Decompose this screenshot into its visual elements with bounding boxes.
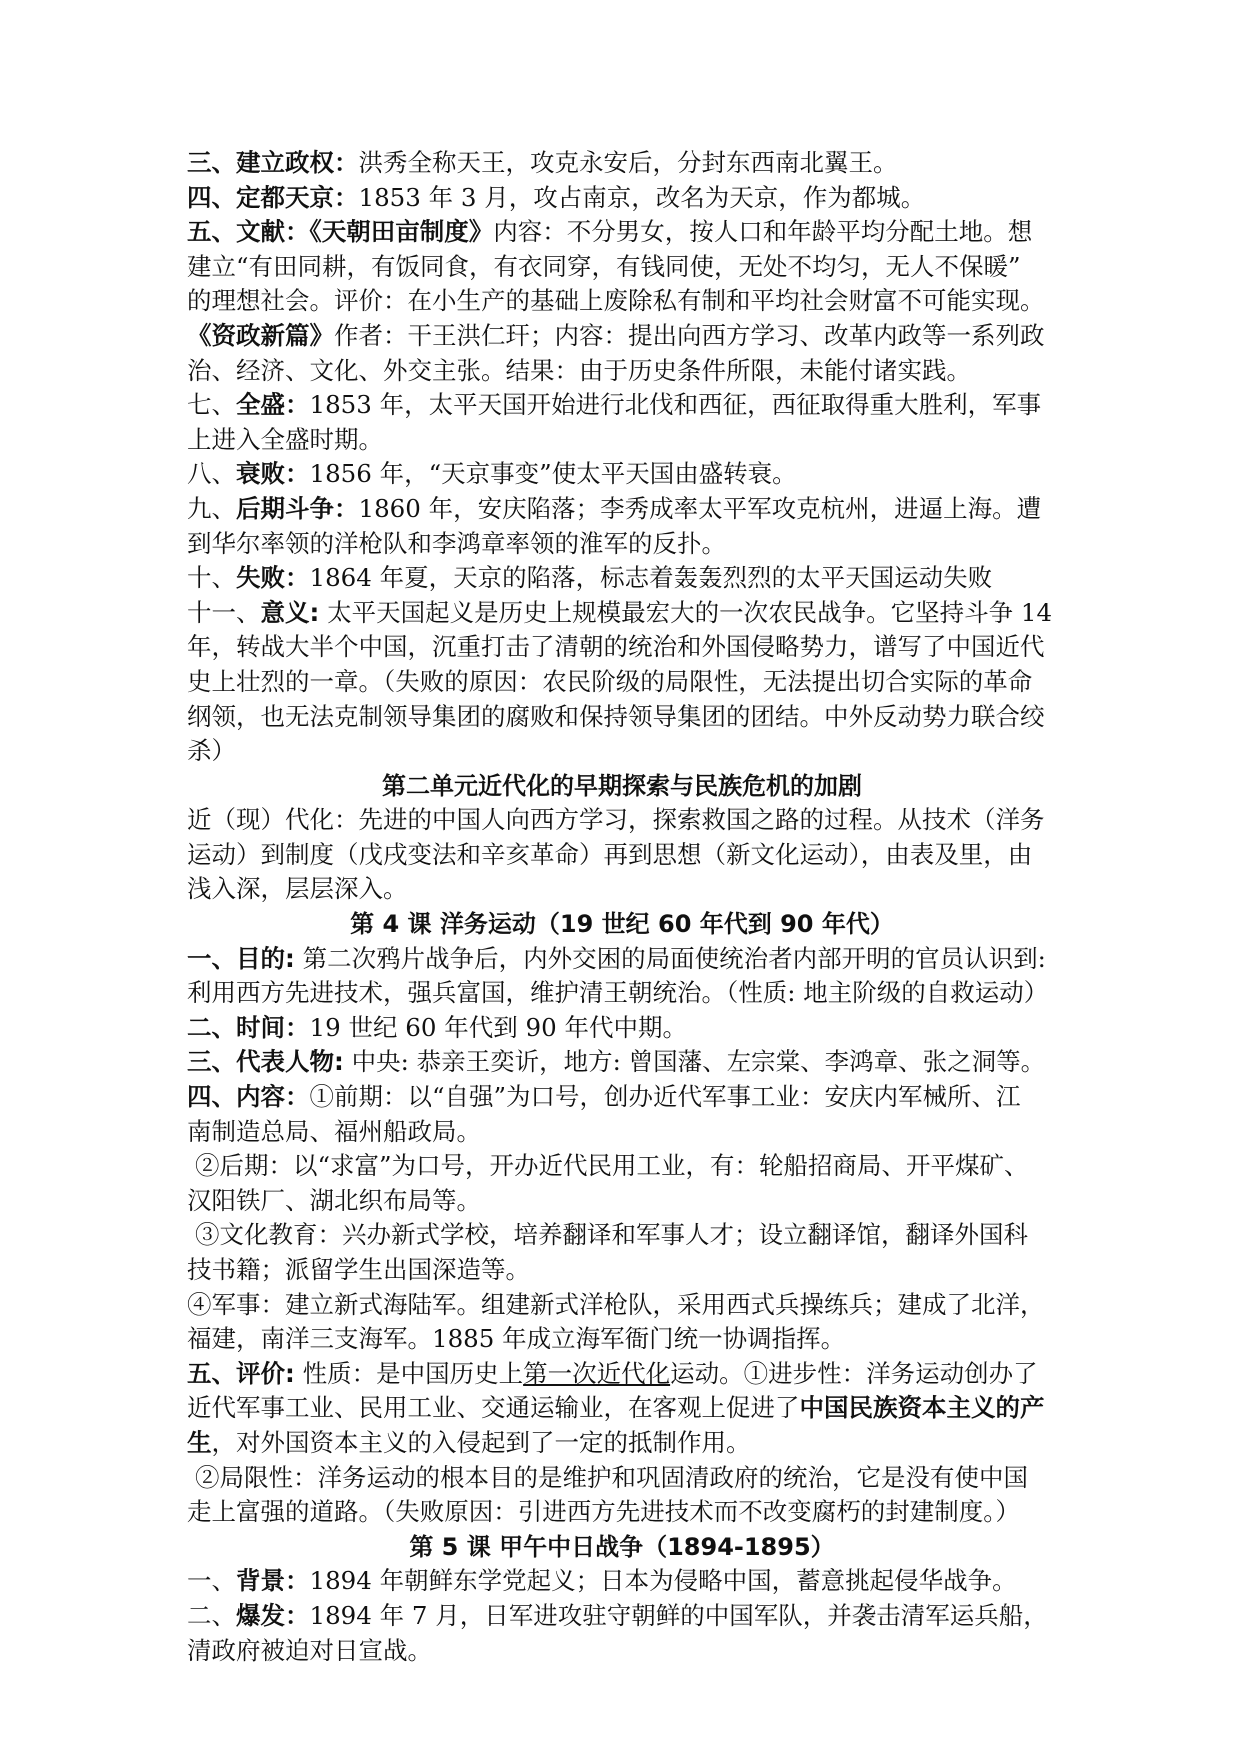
text-run: 技书籍；派留学生出国深造等。 <box>187 1255 530 1284</box>
text-line <box>187 1115 1057 1150</box>
document-body <box>187 146 1057 1668</box>
text-line <box>187 354 1057 389</box>
text-line <box>187 872 1057 907</box>
text-run: 上进入全盛时期。 <box>187 424 383 454</box>
text-line <box>187 1045 1057 1080</box>
text-run: 近代军事工业、民用工业、交通运输业，在客观上促进了 <box>187 1393 800 1423</box>
text-run: 建立“有田同耕，有饭同食，有衣同穿，有钱同使，无处不均匀，无人不保暖” <box>187 251 1021 281</box>
text-line <box>187 803 1057 838</box>
text-line <box>187 181 1057 216</box>
text-line <box>187 665 1057 700</box>
text-run: 洪秀全称天王，攻克永安后，分封东西南北翼王。 <box>358 148 898 177</box>
text-run: 到华尔率领的洋枪队和李鸿章率领的淮军的反扑。 <box>187 528 726 558</box>
text-run: 十、 <box>187 563 236 593</box>
text-line <box>187 1149 1057 1184</box>
text-run: 杀） <box>187 736 236 766</box>
text-line <box>187 1461 1057 1496</box>
text-run: 第二单元近代化的早期探索与民族危机的加剧 <box>382 771 862 800</box>
text-run: ②后期：以“求富”为口号，开办近代民用工业，有：轮船招商局、开平煤矿、 <box>195 1151 1029 1181</box>
text-run: 纲领，也无法克制领导集团的腐败和保持领导集团的团结。中外反动势力联合绞 <box>187 701 1045 731</box>
section-heading <box>187 1530 1057 1565</box>
text-line <box>187 250 1057 285</box>
text-run: 第二次鸦片战争后，内外交困的局面使统治者内部开明的官员认识到: <box>294 943 1046 973</box>
text-run: 九、 <box>187 493 236 523</box>
text-run: 汉阳铁厂、湖北织布局等。 <box>187 1185 481 1215</box>
bold-term: 五、文献：《天朝田亩制度》 <box>187 217 494 247</box>
text-run: 1853 年，太平天国开始进行北伐和西征，西征取得重大胜利，军事 <box>309 390 1042 420</box>
text-run: 19 世纪 60 年代到 90 年代中期。 <box>309 1012 687 1042</box>
text-line <box>187 630 1057 665</box>
text-line <box>187 1599 1057 1634</box>
text-run: 的理想社会。评价：在小生产的基础上废除私有制和平均社会财富不可能实现。 <box>187 286 1045 316</box>
text-line <box>187 1564 1057 1599</box>
text-run: ①前期：以“自强”为口号，创办近代军事工业：安庆内军械所、江 <box>309 1082 1021 1112</box>
text-run: 第 4 课 洋务运动（19 世纪 60 年代到 90 年代） <box>350 910 894 939</box>
bold-term: 失败： <box>236 563 310 593</box>
bold-term: 一、目的: <box>187 943 295 973</box>
text-run: 治、经济、文化、外交主张。结果：由于历史条件所限，未能付诸实践。 <box>187 355 971 385</box>
text-line <box>187 1011 1057 1046</box>
text-run: 第一次近代化 <box>523 1358 671 1388</box>
text-line <box>187 492 1057 527</box>
text-run: ③文化教育：兴办新式学校，培养翻译和军事人才；设立翻译馆，翻译外国科 <box>195 1220 1028 1250</box>
text-run: 南制造总局、福州船政局。 <box>187 1116 481 1146</box>
text-line <box>187 734 1057 769</box>
text-line <box>187 1218 1057 1253</box>
bold-term: 五、评价: <box>187 1358 295 1388</box>
text-run: 第 5 课 甲午中日战争（1894-1895） <box>409 1532 835 1561</box>
text-run: 福建，南洋三支海军。1885 年成立海军衙门统一协调指挥。 <box>187 1324 846 1354</box>
text-run: 内容：不分男女，按人口和年龄平均分配土地。想 <box>493 217 1033 247</box>
bold-term: 背景： <box>236 1566 310 1596</box>
text-run: 清政府被迫对日宣战。 <box>187 1635 432 1665</box>
text-run: 八、 <box>187 459 236 489</box>
bold-term: 四、内容： <box>187 1082 310 1112</box>
text-line <box>187 423 1057 458</box>
text-line <box>187 319 1057 354</box>
text-line <box>187 700 1057 735</box>
text-line <box>187 1184 1057 1219</box>
text-run: 运动）到制度（戊戌变法和辛亥革命）再到思想（新文化运动），由表及里，由 <box>187 839 1033 869</box>
text-run: 年，转战大半个中国，沉重打击了清朝的统治和外国侵略势力，谱写了中国近代 <box>187 632 1045 662</box>
text-run: 太平天国起义是历史上规模最宏大的一次农民战争。它坚持斗争 14 <box>319 597 1053 627</box>
text-line <box>187 388 1057 423</box>
text-run: ，对外国资本主义的入侵起到了一定的抵制作用。 <box>211 1427 751 1457</box>
bold-term: 四、定都天京： <box>187 182 359 212</box>
text-line <box>187 284 1057 319</box>
text-line <box>187 561 1057 596</box>
bold-term: 《资政新篇》 <box>187 320 334 350</box>
bold-term: 后期斗争： <box>236 493 359 523</box>
text-line <box>187 1391 1057 1426</box>
bold-term: 三、代表人物: <box>187 1047 344 1077</box>
bold-term: 二、时间： <box>187 1012 310 1042</box>
text-line <box>187 457 1057 492</box>
text-run: 运动。①进步性：洋务运动创办了 <box>670 1358 1038 1388</box>
text-line <box>187 1322 1057 1357</box>
bold-term: 衰败： <box>236 459 310 489</box>
text-line <box>187 1634 1057 1669</box>
text-run: ②局限性：洋务运动的根本目的是维护和巩固清政府的统治，它是没有使中国 <box>195 1462 1028 1492</box>
text-line <box>187 1288 1057 1323</box>
text-line <box>187 976 1057 1011</box>
text-run: 史上壮烈的一章。（失败的原因：农民阶级的局限性，无法提出切合实际的革命 <box>187 666 1033 696</box>
text-line <box>187 1253 1057 1288</box>
text-run: 利用西方先进技术，强兵富国，维护清王朝统治。（性质: 地主阶级的自救运动） <box>187 978 1049 1008</box>
text-line <box>187 527 1057 562</box>
text-line <box>187 215 1057 250</box>
bold-term: 三、建立政权： <box>187 148 359 177</box>
bold-term: 全盛： <box>236 390 310 420</box>
text-run: 一、 <box>187 1566 236 1596</box>
text-run: ④军事：建立新式海陆军。组建新式洋枪队，采用西式兵操练兵；建成了北洋， <box>187 1289 1045 1319</box>
text-run: 1864 年夏，天京的陷落，标志着轰轰烈烈的太平天国运动失败 <box>309 563 993 593</box>
text-run: 十一、 <box>187 597 261 627</box>
text-run: 1860 年，安庆陷落；李秀成率太平军攻克杭州，进逼上海。遭 <box>358 493 1042 523</box>
text-run: 走上富强的道路。（失败原因：引进西方先进技术而不改变腐朽的封建制度。） <box>187 1497 1020 1527</box>
text-run: 近（现）代化：先进的中国人向西方学习，探索救国之路的过程。从技术（洋务 <box>187 805 1045 835</box>
text-run: 1894 年朝鲜东学党起义；日本为侵略中国，蓄意挑起侵华战争。 <box>309 1566 1017 1596</box>
text-run: 1856 年，“天京事变”使太平天国由盛转衰。 <box>309 459 797 489</box>
text-run: 七、 <box>187 390 236 420</box>
text-line <box>187 1495 1057 1530</box>
section-heading <box>187 907 1057 942</box>
bold-term: 意义: <box>260 597 320 627</box>
text-line <box>187 942 1057 977</box>
section-heading <box>187 769 1057 804</box>
text-line <box>187 1357 1057 1392</box>
text-run: 1894 年 7 月，日军进攻驻守朝鲜的中国军队，并袭击清军运兵船， <box>309 1600 1048 1630</box>
text-run: 性质：是中国历史上 <box>294 1358 524 1388</box>
text-run: 作者：干王洪仁玕；内容：提出向西方学习、改革内政等一系列政 <box>334 320 1045 350</box>
text-line <box>187 146 1057 181</box>
bold-term: 爆发： <box>236 1600 310 1630</box>
text-line <box>187 1426 1057 1461</box>
text-run: 中央: 恭亲王奕䜣，地方: 曾国藩、左宗棠、李鸿章、张之洞等。 <box>343 1047 1046 1077</box>
bold-term: 中国民族资本主义的产 <box>799 1393 1045 1423</box>
bold-term: 生 <box>187 1427 212 1457</box>
text-line <box>187 596 1057 631</box>
text-run: 1853 年 3 月，攻占南京，改名为天京，作为都城。 <box>358 182 926 212</box>
text-run: 浅入深，层层深入。 <box>187 874 408 904</box>
text-line <box>187 1080 1057 1115</box>
text-line <box>187 838 1057 873</box>
text-run: 二、 <box>187 1600 236 1630</box>
